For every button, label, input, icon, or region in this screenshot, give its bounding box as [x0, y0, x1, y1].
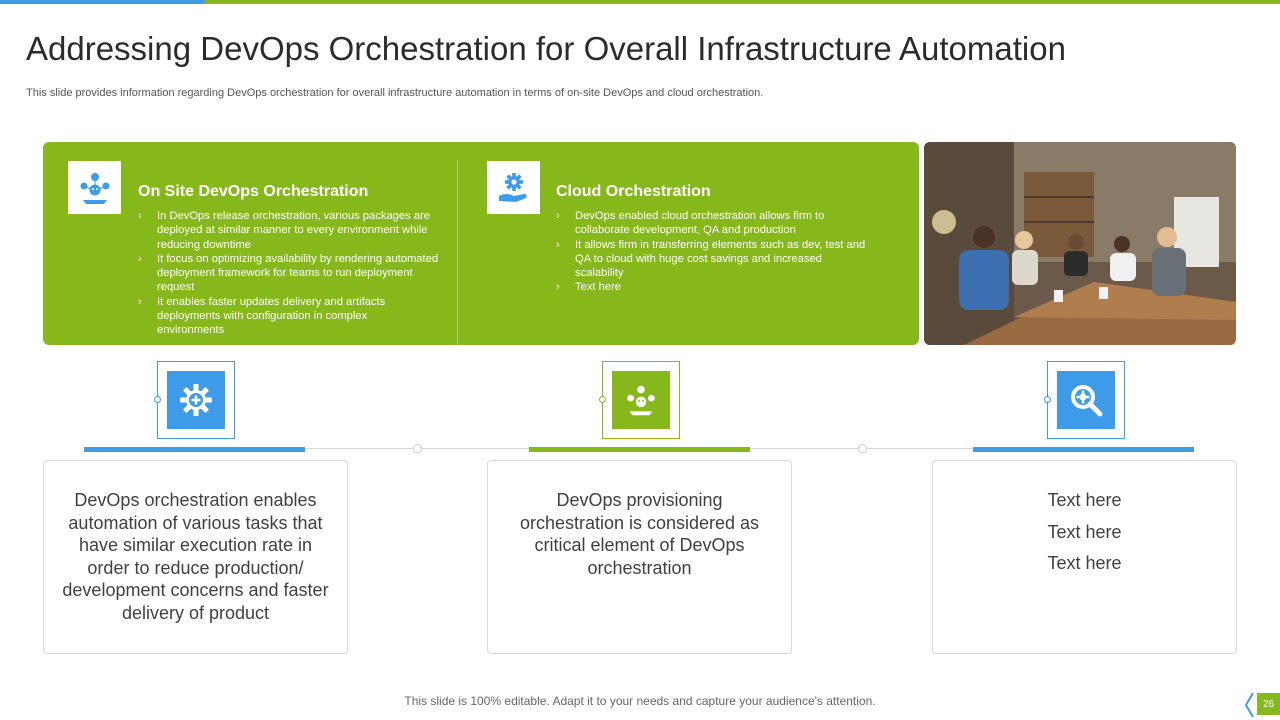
column-title-onsite: On Site DevOps Orchestration [138, 183, 369, 200]
timeline-segment-1 [84, 447, 305, 452]
bullet-item: › Text here [556, 280, 871, 294]
bullet-item: › DevOps enabled cloud orchestration allows firm to collaborate development, QA and production [556, 209, 871, 238]
card-line: Text here [1047, 490, 1122, 510]
page-number: 26 [1257, 693, 1280, 715]
team-meeting-photo [924, 142, 1236, 345]
timeline-segment-2 [529, 447, 750, 452]
top-accent-bar [0, 0, 1280, 4]
info-card-2 [487, 460, 792, 654]
timeline-segment-3 [973, 447, 1194, 452]
page-title: Addressing DevOps Orchestration for Overall Infrastructure Automation [26, 30, 1066, 67]
gear-plus-icon [167, 371, 225, 429]
chevron-left-icon[interactable] [1243, 692, 1255, 718]
column-title-cloud: Cloud Orchestration [556, 183, 711, 200]
info-card-3 [932, 460, 1237, 654]
bullet-list-onsite [138, 209, 448, 338]
footer-note: This slide is 100% editable. Adapt it to your needs and capture your audience's attention. [404, 694, 876, 708]
step-icon-frame-1 [157, 361, 235, 439]
panel-divider [457, 160, 458, 350]
step-icon-frame-3 [1047, 361, 1125, 439]
bullet-item: › It focus on optimizing availability by rendering automated deployment framework for teams to run deployment request [138, 252, 448, 295]
card-line: Text here [1047, 521, 1122, 542]
card-text-lines [933, 489, 1236, 584]
bullet-item: › It enables faster updates delivery and artifacts deployments with configuration in complex environments [138, 295, 388, 338]
team-network-icon [612, 371, 670, 429]
card-text: DevOps provisioning orchestration is considered as critical element of DevOps orchestration [519, 490, 760, 578]
orchestration-panel [43, 142, 919, 345]
card-text: DevOps orchestration enables automation of various tasks that have similar execution rate in order to reduce production/ development concerns and faster delivery of product [62, 490, 329, 623]
bullet-item: › It allows firm in transferring elements such as dev, test and QA to cloud with huge cost savings and increased scalability [556, 238, 871, 281]
page-subtitle: This slide provides information regarding DevOps orchestration for overall infrastructure automation in terms of on-site DevOps and cloud orchestration. [26, 87, 764, 99]
team-network-icon [68, 161, 121, 214]
card-line: Text here [1047, 553, 1122, 573]
magnifier-gear-icon [1057, 371, 1115, 429]
step-icon-frame-2 [602, 361, 680, 439]
timeline-dot [413, 444, 422, 453]
gear-hand-icon [487, 161, 540, 214]
info-card-1 [43, 460, 348, 654]
bullet-list-cloud [556, 209, 871, 295]
bullet-item: › In DevOps release orchestration, various packages are deployed at similar manner to every environment while reducing downtime [138, 209, 448, 252]
timeline-dot [858, 444, 867, 453]
